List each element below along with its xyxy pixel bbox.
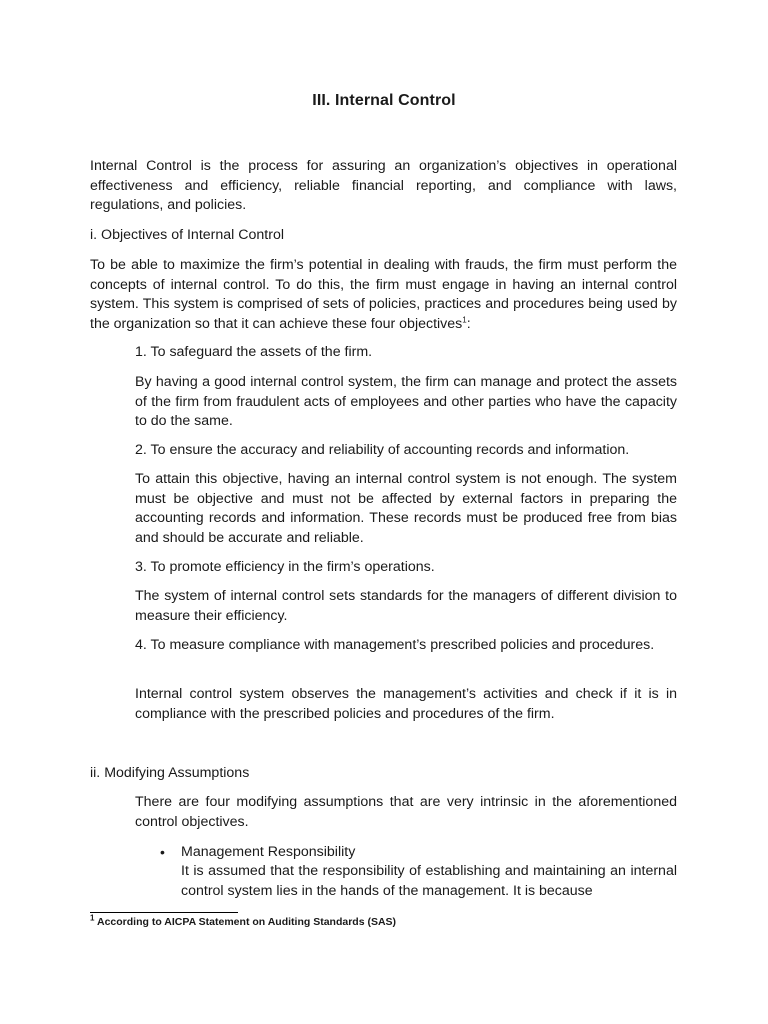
bullet-title: Management Responsibility [181, 844, 356, 860]
footnote [90, 915, 396, 929]
intro-paragraph: Internal Control is the process for assuring an organization’s objectives in operational effectiveness and efficiency, reliable financial reporting, and compliance with laws, regulations, and policies. [90, 158, 677, 214]
objective-2-body: To attain this objective, having an internal control system is not enough. The system must be objective and must not be affected by external factors in preparing the accounting records and information. These records must be produced free from bias and should be accurate and reliable. [135, 471, 677, 546]
bullet-marker: • [160, 844, 165, 860]
objective-1-title: 1. To safeguard the assets of the firm. [135, 344, 373, 360]
section-heading-assumptions: ii. Modifying Assumptions [90, 765, 250, 781]
objective-3-title: 3. To promote efficiency in the firm’s operations. [135, 559, 435, 575]
section-heading-objectives: i. Objectives of Internal Control [90, 227, 284, 243]
footnote-ref[interactable]: 1 [462, 315, 467, 325]
objective-4-body: Internal control system observes the management’s activities and check if it is in compliance with the prescribed policies and procedures of the firm. [135, 686, 677, 722]
objectives-paragraph [90, 256, 677, 334]
footnote-marker: 1 [90, 913, 95, 923]
objective-1-body: By having a good internal control system, the firm can manage and protect the assets of the firm from fraudulent acts of employees and other parties who have the capacity to do the same. [135, 374, 677, 430]
objective-4-title: 4. To measure compliance with management’s prescribed policies and procedures. [135, 637, 655, 653]
objectives-paragraph-end: : [466, 315, 471, 332]
assumptions-paragraph: There are four modifying assumptions that are very intrinsic in the aforementioned control objectives. [135, 794, 677, 830]
footnote-separator [90, 912, 238, 913]
footnote-text: According to AICPA Statement on Auditing Standards (SAS) [94, 916, 397, 928]
page-title: III. Internal Control [312, 92, 456, 109]
objective-3-body: The system of internal control sets standards for the managers of different division to measure their efficiency. [135, 588, 677, 624]
objective-2-title: 2. To ensure the accuracy and reliability of accounting records and information. [135, 442, 630, 458]
objectives-paragraph-text: To be able to maximize the firm’s potential in dealing with frauds, the firm must perform the concepts of internal control. To do this, the firm must engage in having an internal control system. This system is comprised of sets of policies, practices and procedures being used by the organization so that it can achieve these four objectives [90, 257, 677, 332]
bullet-body: It is assumed that the responsibility of establishing and maintaining an internal control system lies in the hands of the management. It is because [181, 863, 677, 899]
